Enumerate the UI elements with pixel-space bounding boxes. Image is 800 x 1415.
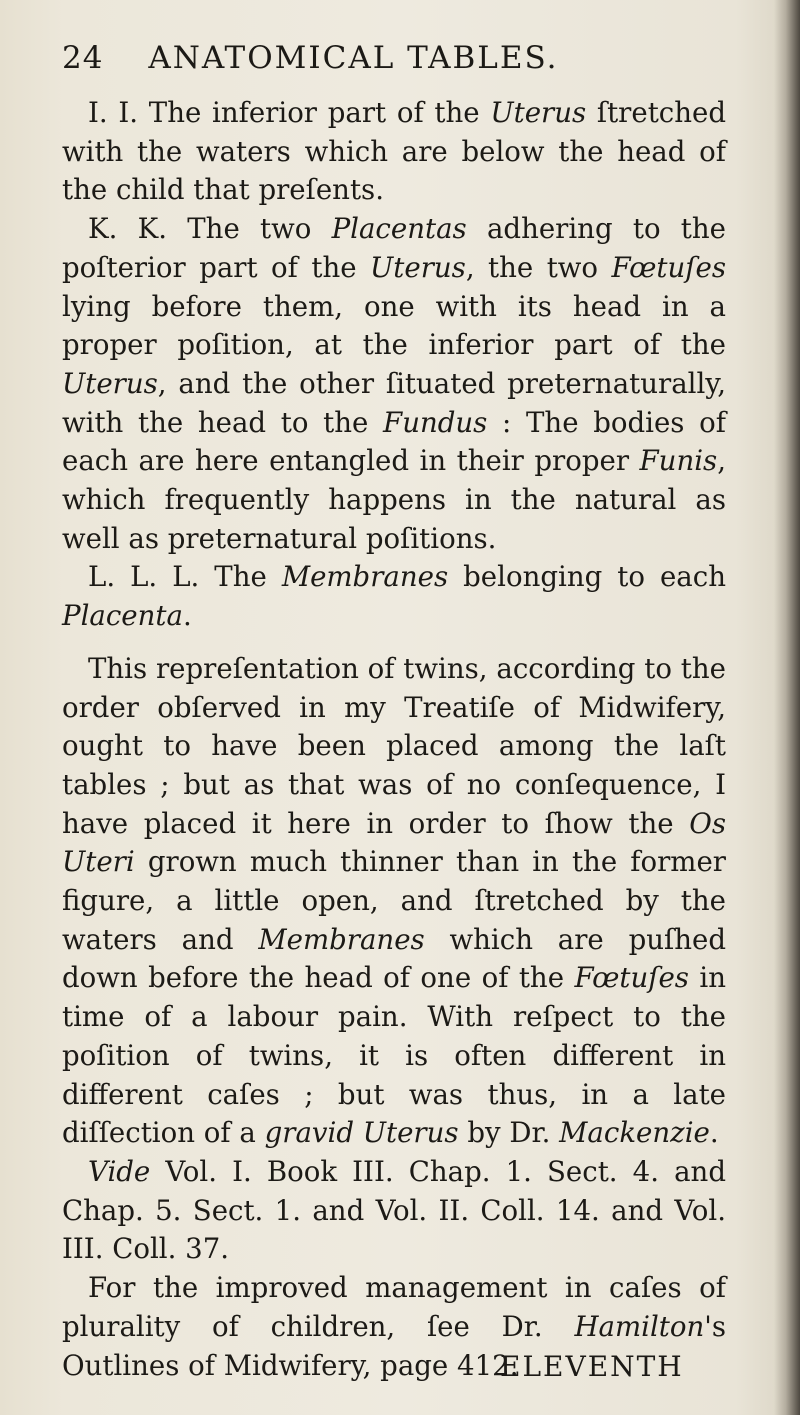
paragraph-p2: [62, 210, 726, 558]
italic-term: Os Uteri: [62, 806, 726, 879]
paragraph-p4: [62, 650, 726, 1153]
paragraph-p5: [62, 1153, 726, 1269]
italic-term: Fœtuſes: [574, 961, 689, 995]
text-run: , which frequently happens in the natural as well as preternatural poſitions.: [62, 444, 726, 555]
text-run: grown much thinner than in the former figure, a little open, and ſtretched by the waters and: [62, 845, 726, 956]
catchword: ELEVENTH: [500, 1350, 684, 1383]
text-run: I. I. The inferior part of the: [88, 96, 491, 129]
text-run: , the two: [465, 250, 612, 284]
italic-term: Uterus: [62, 366, 158, 400]
italic-term: Fundus: [383, 405, 488, 439]
text-run: For the improved management in caſes of plurality of children, ſee Dr.: [62, 1271, 726, 1343]
italic-term: Mackenzie: [559, 1116, 710, 1150]
text-run: 's Outlines of Midwifery, page 412.: [62, 1309, 726, 1382]
italic-term: Hamilton: [574, 1309, 705, 1343]
italic-term: Vide: [88, 1154, 151, 1188]
italic-term: Fœtuſes: [611, 250, 726, 284]
text-run: by Dr.: [458, 1116, 560, 1150]
italic-term: Placentas: [331, 212, 467, 246]
italic-term: gravid Uterus: [264, 1116, 459, 1150]
text-run: which are puſhed down before the head of one of the: [62, 922, 726, 995]
text-run: belonging to each: [448, 560, 726, 594]
spine-shadow: [774, 0, 800, 1415]
paragraph-p3: [62, 558, 726, 635]
italic-term: Uterus: [370, 250, 466, 284]
text-run: , and the other ſituated preternaturally, with the head to the: [62, 366, 726, 439]
text-run: .: [182, 599, 192, 633]
body-text: [62, 94, 726, 1385]
running-title: ANATOMICAL TABLES.: [148, 40, 559, 76]
text-run: This repreſentation of twins, according to the order obſerved in my Treatiſe of Midwifery, ought to have been placed among the laſt tables ; but as that was of no conſequence, I have placed it here in order to ſhow the: [62, 651, 726, 840]
text-run: lying before them, one with its head in a proper poſition, at the inferior part of the: [62, 289, 726, 362]
text-run: .: [709, 1116, 719, 1150]
text-run: : The bodies of each are here entangled in their proper: [62, 405, 726, 478]
text-run: adhering to the poſterior part of the: [62, 212, 727, 284]
text-run: ſtretched with the waters which are below the head of the child that preſents.: [62, 96, 727, 207]
text-run: in time of a labour pain. With reſpect to the poſition of twins, it is often different in different caſes ; but was thus, in a late diſſection of a: [62, 961, 727, 1150]
italic-term: Membranes: [281, 560, 449, 594]
text-run: K. K. The two: [88, 212, 332, 246]
page-header: [62, 40, 722, 84]
text-run: Vol. I. Book III. Chap. 1. Sect. 4. and Chap. 5. Sect. 1. and Vol. II. Coll. 14. and Vol. III. Coll. 37.: [62, 1154, 726, 1266]
italic-term: Membranes: [258, 922, 425, 956]
paragraph-p1: [62, 94, 726, 210]
text-run: L. L. L. The: [88, 560, 282, 594]
italic-term: Funis: [639, 444, 718, 478]
page-number: 24: [62, 40, 104, 76]
italic-term: Placenta: [62, 599, 183, 633]
italic-term: Uterus: [490, 96, 587, 129]
